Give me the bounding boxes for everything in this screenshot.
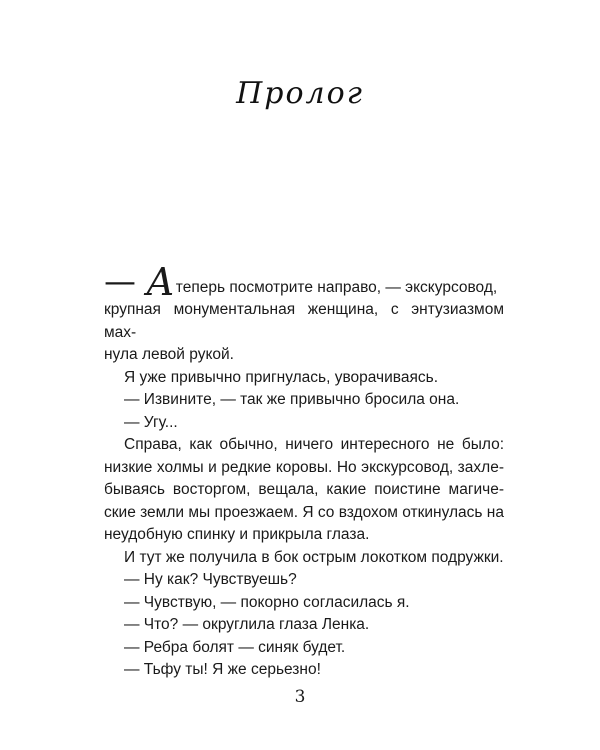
page-number: 3 <box>294 687 306 707</box>
paragraph-line: крупная монументальная женщина, с энтузиазмом мах- <box>104 301 504 341</box>
paragraph-line: неудобную спинку и прикрыла глаза. <box>104 526 370 543</box>
paragraph: И тут же получила в бок острым локотком подружки. <box>124 548 504 566</box>
lead-dash: — <box>104 262 136 300</box>
drop-cap: А <box>146 260 175 304</box>
paragraph-line: низкие холмы и редкие коровы. Но экскурсовод, захле- <box>104 458 504 476</box>
dialogue-line: — Ну как? Чувствуешь? <box>124 571 297 588</box>
paragraph-line: Справа, как обычно, ничего интересного не было: <box>124 436 504 453</box>
body-text <box>104 260 504 682</box>
dialogue-line: — Ребра болят — синяк будет. <box>124 638 346 656</box>
opening-paragraph <box>104 260 504 367</box>
dialogue-line: — Извините, — так же привычно бросила она. <box>124 391 460 408</box>
dialogue-line: — Угу... <box>124 413 178 431</box>
paragraph-line: бываясь восторгом, вещала, какие поистине магиче- <box>104 481 504 498</box>
dialogue-line: — Что? — округлила глаза Ленка. <box>124 616 370 633</box>
dialogue-line: — Чувствую, — покорно согласилась я. <box>124 593 410 611</box>
paragraph: Я уже привычно пригнулась, уворачиваясь. <box>124 368 438 386</box>
paragraph-line: ские земли мы проезжаем. Я со вздохом откинулась на <box>104 503 504 521</box>
dialogue-line: — Тьфу ты! Я же серьезно! <box>124 661 321 678</box>
chapter-title: Пролог <box>236 76 364 111</box>
opening-line-text: теперь посмотрите направо, — экскурсовод, <box>175 279 498 296</box>
opening-line <box>104 260 504 304</box>
long-paragraph <box>104 434 504 547</box>
paragraph-line: нула левой рукой. <box>104 346 234 363</box>
